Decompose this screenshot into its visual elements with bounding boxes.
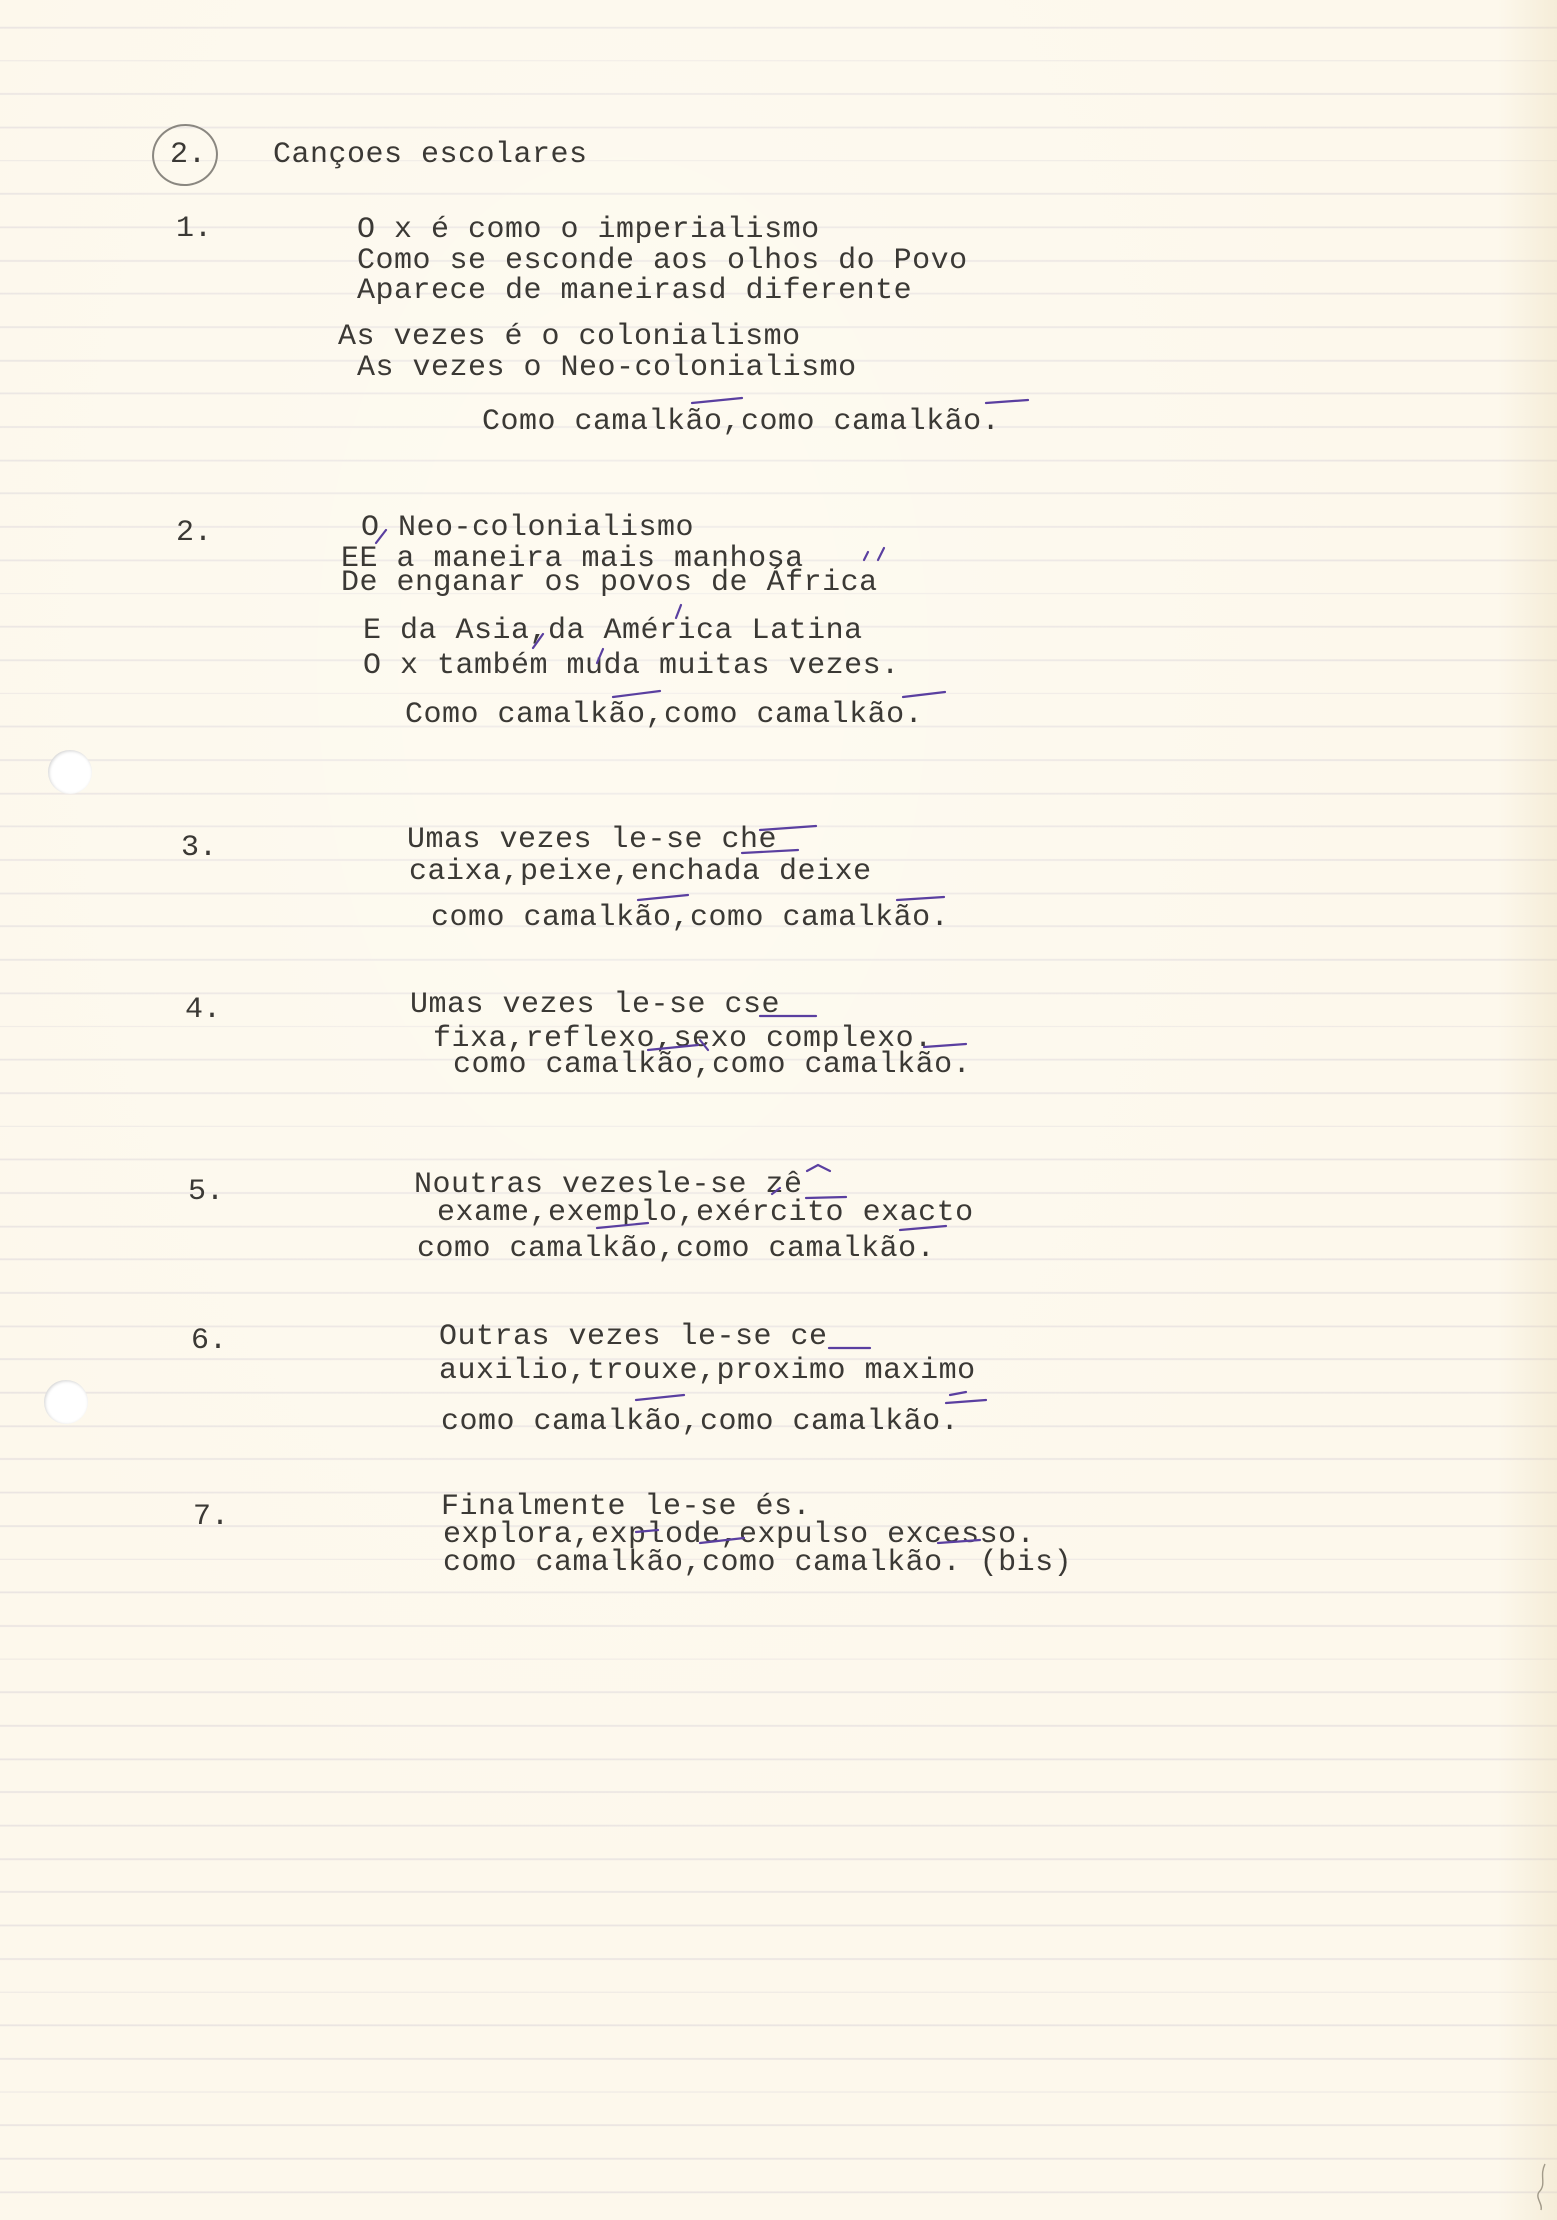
stanza-line: As vezes é o colonialismo xyxy=(338,320,801,354)
stanza-line: E da Asia,da América Latina xyxy=(363,614,863,648)
stanza-number: 3. xyxy=(181,831,218,865)
stanza-line: O x também muda muitas vezes. xyxy=(363,649,900,683)
stanza-number: 5. xyxy=(188,1175,225,1209)
stanza-number: 4. xyxy=(185,993,222,1027)
stanza-refrain: como camalkão,como camalkão. xyxy=(453,1048,972,1082)
punch-hole-top xyxy=(48,750,92,794)
stanza-line: explora,explode,expulso excesso. xyxy=(443,1518,1036,1552)
heading-number: 2. xyxy=(170,138,207,172)
stanza-line: Umas vezes le-se cse xyxy=(410,988,781,1022)
stanza-line: Como se esconde aos olhos do Povo xyxy=(357,244,968,278)
stanza-line: EE a maneira mais manhosa xyxy=(341,542,804,576)
stanza-refrain: como camalkão,como camalkão. (bis) xyxy=(443,1546,1073,1580)
stanza-line: fixa,reflexo,sexo complexo. xyxy=(433,1022,933,1056)
stanza-line: De enganar os povos de África xyxy=(341,566,878,600)
stanza-refrain: como camalkão,como camalkão. xyxy=(417,1232,936,1266)
stanza-line: Finalmente le-se és. xyxy=(441,1490,812,1524)
stanza-number: 7. xyxy=(193,1500,230,1534)
stanza-line: caixa,peixe,enchada deixe xyxy=(409,855,872,889)
stanza-line: Outras vezes le-se ce xyxy=(439,1320,828,1354)
stanza-line: Noutras vezesle-se zê xyxy=(414,1168,803,1202)
stanza-number: 2. xyxy=(176,516,213,550)
stanza-line: Umas vezes le-se che xyxy=(407,823,778,857)
stanza-line: O Neo-colonialismo xyxy=(361,511,695,545)
heading-title: Cançoes escolares xyxy=(273,138,588,172)
stanza-refrain: Como camalkão,como camalkão. xyxy=(405,698,924,732)
stanza-line: O x é como o imperialismo xyxy=(357,213,820,247)
stanza-line: exame,exemplo,exército exacto xyxy=(437,1196,974,1230)
stanza-line: Aparece de maneirasd diferente xyxy=(357,274,913,308)
punch-hole-bottom xyxy=(44,1380,88,1424)
stanza-line: auxilio,trouxe,proximo maximo xyxy=(439,1354,976,1388)
stanza-refrain: Como camalkão,como camalkão. xyxy=(482,405,1001,439)
stanza-line: As vezes o Neo-colonialismo xyxy=(357,351,857,385)
stanza-number: 1. xyxy=(176,212,213,246)
stanza-refrain: como camalkão,como camalkão. xyxy=(441,1405,960,1439)
stanza-refrain: como camalkão,como camalkão. xyxy=(431,901,950,935)
corner-pen-mark xyxy=(1533,2162,1551,2212)
stanza-number: 6. xyxy=(191,1324,228,1358)
